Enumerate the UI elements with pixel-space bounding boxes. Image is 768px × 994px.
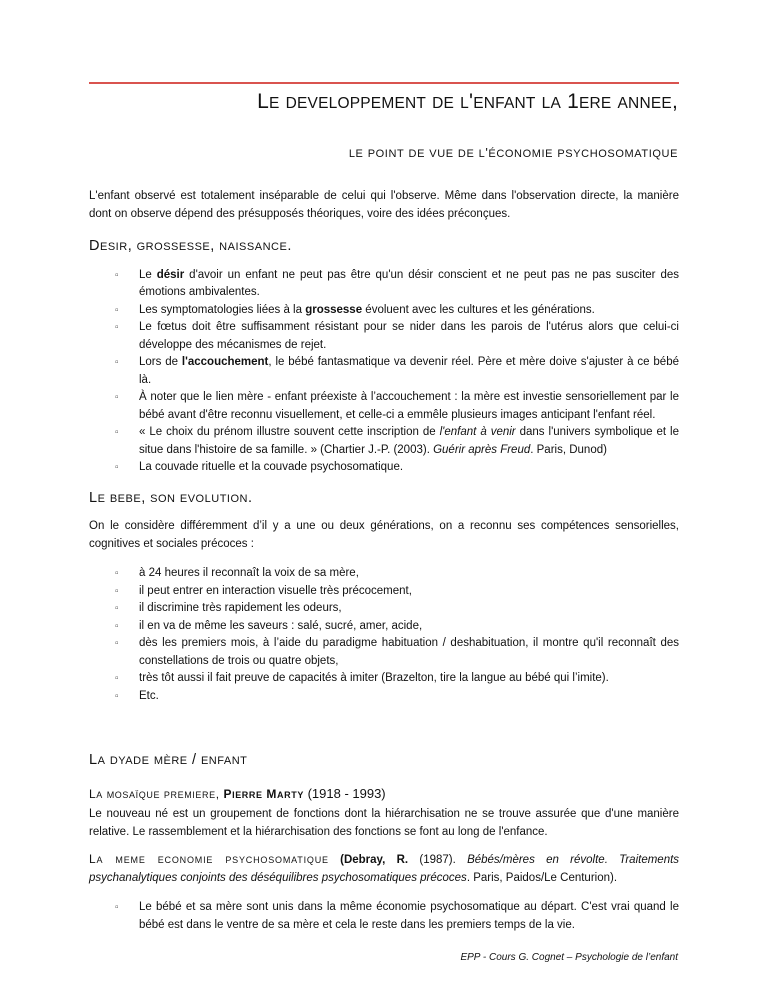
list-item: ▫ Le fœtus doit être suffisamment résistant pour se nider dans les parois de l'utérus alors que celui-ci développe des mécanismes de rejet.: [89, 319, 679, 354]
list-item: ▫ dès les premiers mois, à l’aide du paradigme habituation / deshabituation, il montre qu'il reconnaît des constellations de trois ou quatre objets,: [89, 635, 679, 670]
subheading-economie: LA MEME ECONOMIE PSYCHOSOMATIQUE (Debray, R. (1987). Bébés/mères en révolte. Traitements psychanalytiques conjoints des déséquilibres psychosomatiques précoces. Paris, Paidos/Le Centurion).: [89, 852, 680, 884]
list-item: ▫ Le désir d'avoir un enfant ne peut pas être qu'un désir conscient et ne peut pas ne pas susciter des émotions ambivalentes.: [89, 267, 679, 302]
competences-list: [89, 565, 679, 705]
top-rule: [89, 82, 679, 84]
economie-list: [89, 899, 679, 934]
list-item: ▫ très tôt aussi il fait preuve de capacités à imiter (Brazelton, tire la langue au bébé qui l’imite).: [89, 670, 679, 688]
section-heading-bebe: LE BEBE, SON EVOLUTION.: [89, 489, 253, 506]
list-item: ▫ « Le choix du prénom illustre souvent cette inscription de l'enfant à venir dans l'univers symbolique et le situe dans l'histoire de sa famille. » (Chartier J.-P. (2003). Guérir après Freud. Paris, Dunod): [89, 424, 679, 459]
page-footer: EPP - Cours G. Cognet – Psychologie de l’enfant: [460, 952, 678, 963]
mosaique-paragraph: Le nouveau né est un groupement de fonctions dont la hiérarchisation ne se trouve assurée que d'une manière relative. Le rassemblement et la hiérarchisation des fonctions se font au long de l'enfance.: [89, 808, 679, 838]
bebe-intro-paragraph: On le considère différemment d’il y a une ou deux générations, on a reconnu ses compétences sensorielles, cognitives et sociales précoces :: [89, 520, 679, 550]
list-item: ▫ Lors de l'accouchement, le bébé fantasmatique va devenir réel. Père et mère doive s'ajuster à ce bébé là.: [89, 354, 679, 389]
list-item: ▫ Etc.: [89, 688, 679, 706]
page-title: LE DEVELOPPEMENT DE L'ENFANT LA 1ERE ANNEE,: [257, 90, 678, 113]
list-item: ▫ Le bébé et sa mère sont unis dans la même économie psychosomatique au départ. C'est vrai quand le bébé est dans le ventre de sa mère et cela le reste dans les premiers temps de la vie.: [89, 899, 679, 934]
list-item: ▫ à 24 heures il reconnaît la voix de sa mère,: [89, 565, 679, 583]
page-subtitle: LE POINT DE VUE DE L'ÉCONOMIE PSYCHOSOMATIQUE: [348, 145, 678, 160]
list-item: ▫ Les symptomatologies liées à la grossesse évoluent avec les cultures et les générations.: [89, 302, 679, 320]
section-heading-desir: DESIR, GROSSESSE, NAISSANCE.: [89, 238, 292, 254]
section-heading-dyade: LA DYADE MÈRE / ENFANT: [89, 752, 248, 768]
list-item: ▫ il en va de même les saveurs : salé, sucré, amer, acide,: [89, 618, 679, 636]
desir-list: [89, 267, 679, 477]
document-body: [89, 188, 679, 946]
list-item: ▫ il discrimine très rapidement les odeurs,: [89, 600, 679, 618]
list-item: ▫ il peut entrer en interaction visuelle très précocement,: [89, 583, 679, 601]
list-item: ▫ La couvade rituelle et la couvade psychosomatique.: [89, 459, 679, 477]
list-item: ▫ À noter que le lien mère - enfant préexiste à l’accouchement : la mère est investie sensoriellement par le bébé avant d'être reconnu visuellement, et celle-ci a emmêle plusieurs images anticipant l'enfant réel.: [89, 389, 679, 424]
intro-paragraph: L'enfant observé est totalement inséparable de celui qui l'observe. Même dans l'observation directe, la manière dont on observe dépend des présupposés théoriques, voire des idées préconçues.: [89, 190, 679, 220]
subheading-mosaique: LA MOSAÏQUE PREMIERE, PIERRE MARTY (1918 - 1993): [89, 785, 386, 801]
